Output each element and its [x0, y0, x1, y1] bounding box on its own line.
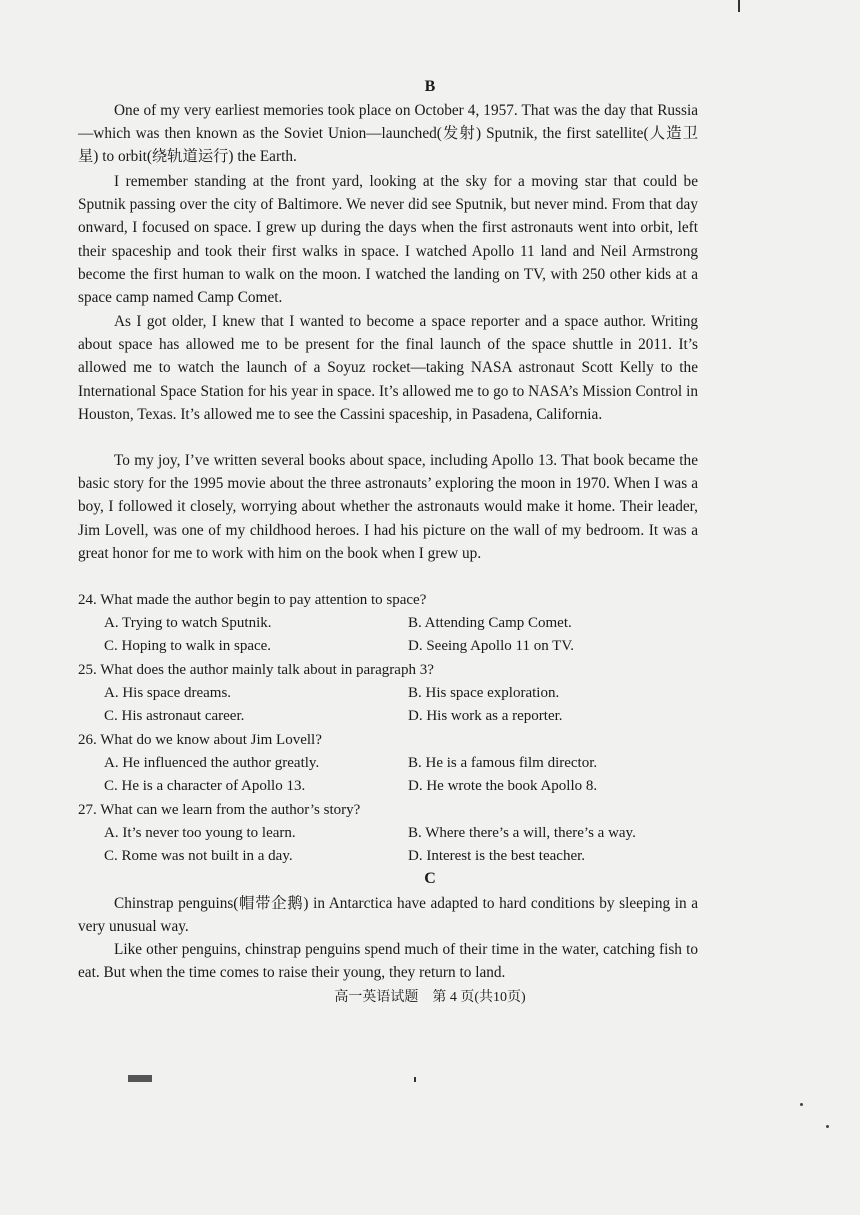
question-25-option-b[interactable]: B. His space exploration. — [408, 685, 560, 701]
section-b-paragraph-3: As I got older, I knew that I wanted to become a space reporter and a space author. Writing about space has allowed me to be present for the final launch of the space shuttle in 2011. It’s allowed me to watch the launch of a Soyuz rocket—taking NASA astronaut Scott Kelly to the International Space Station for his year in space. It’s allowed me to go to NASA’s Mission Control in Houston, Texas. It’s allowed me to see the Cassini spaceship, in Pasadena, California. — [78, 313, 698, 423]
question-27-option-c[interactable]: C. Rome was not built in a day. — [104, 848, 293, 864]
section-b-heading: B — [424, 78, 436, 95]
section-b-paragraph-1: One of my very earliest memories took place on October 4, 1957. That was the day that Russia—which was then known as the Soviet Union—launched(发射) Sputnik, the first satellite(人造卫星) to orbit(绕轨道运行) the Earth. — [78, 102, 698, 166]
question-24-option-a[interactable]: A. Trying to watch Sputnik. — [104, 615, 272, 631]
question-25-option-c[interactable]: C. His astronaut career. — [104, 708, 245, 724]
question-25-option-a[interactable]: A. His space dreams. — [104, 685, 232, 701]
section-b-paragraph-2: I remember standing at the front yard, looking at the sky for a moving star that could be Sputnik passing over the city of Baltimore. We never did see Sputnik, but never mind. From that day onward, I focused on space. I grew up during the days when the first astronauts went into orbit, left their spaceship and took their first walks in space. I watched Apollo 11 land and Neil Armstrong become the first human to walk on the moon. I watched the landing on TV, with 250 other kids at a space camp named Camp Comet. — [78, 173, 698, 307]
scan-dot — [826, 1125, 829, 1128]
question-26-stem: 26. What do we know about Jim Lovell? — [78, 732, 322, 748]
section-c-paragraph-1: Chinstrap penguins(帽带企鹅) in Antarctica have adapted to hard conditions by sleeping in a very unusual way. — [78, 895, 698, 936]
question-24-option-c[interactable]: C. Hoping to walk in space. — [104, 638, 272, 654]
scan-smudge — [128, 1075, 152, 1082]
question-26-option-b[interactable]: B. He is a famous film director. — [408, 755, 598, 771]
question-24-stem: 24. What made the author begin to pay attention to space? — [78, 592, 427, 608]
question-24-option-b[interactable]: B. Attending Camp Comet. — [408, 615, 572, 631]
question-27-option-a[interactable]: A. It’s never too young to learn. — [104, 825, 296, 841]
section-c-heading: C — [424, 870, 436, 887]
page-footer: 高一英语试题 第 4 页(共10页) — [334, 990, 526, 1005]
section-b-paragraph-4: To my joy, I’ve written several books about space, including Apollo 13. That book became the basic story for the 1995 movie about the three astronauts’ exploring the moon in 1970. When I was a boy, I followed it closely, worrying about whether the astronauts would make it home. Their leader, Jim Lovell, was one of my childhood heroes. I had his picture on the wall of my bedroom. It was a great honor for me to work with him on the book when I grew up. — [78, 452, 698, 562]
question-24-option-d[interactable]: D. Seeing Apollo 11 on TV. — [408, 638, 574, 654]
question-27-stem: 27. What can we learn from the author’s story? — [78, 802, 361, 818]
scan-dot — [414, 1077, 416, 1082]
scan-edge-mark — [738, 0, 740, 12]
question-25-stem: 25. What does the author mainly talk about in paragraph 3? — [78, 662, 434, 678]
question-26-option-c[interactable]: C. He is a character of Apollo 13. — [104, 778, 306, 794]
question-26-option-a[interactable]: A. He influenced the author greatly. — [104, 755, 320, 771]
question-27-option-d[interactable]: D. Interest is the best teacher. — [408, 848, 586, 864]
section-c-paragraph-2: Like other penguins, chinstrap penguins spend much of their time in the water, catching fish to eat. But when the time comes to raise their young, they return to land. — [78, 941, 698, 982]
question-27-option-b[interactable]: B. Where there’s a will, there’s a way. — [408, 825, 636, 841]
scan-dot — [800, 1103, 803, 1106]
question-25-option-d[interactable]: D. His work as a reporter. — [408, 708, 563, 724]
question-26-option-d[interactable]: D. He wrote the book Apollo 8. — [408, 778, 598, 794]
